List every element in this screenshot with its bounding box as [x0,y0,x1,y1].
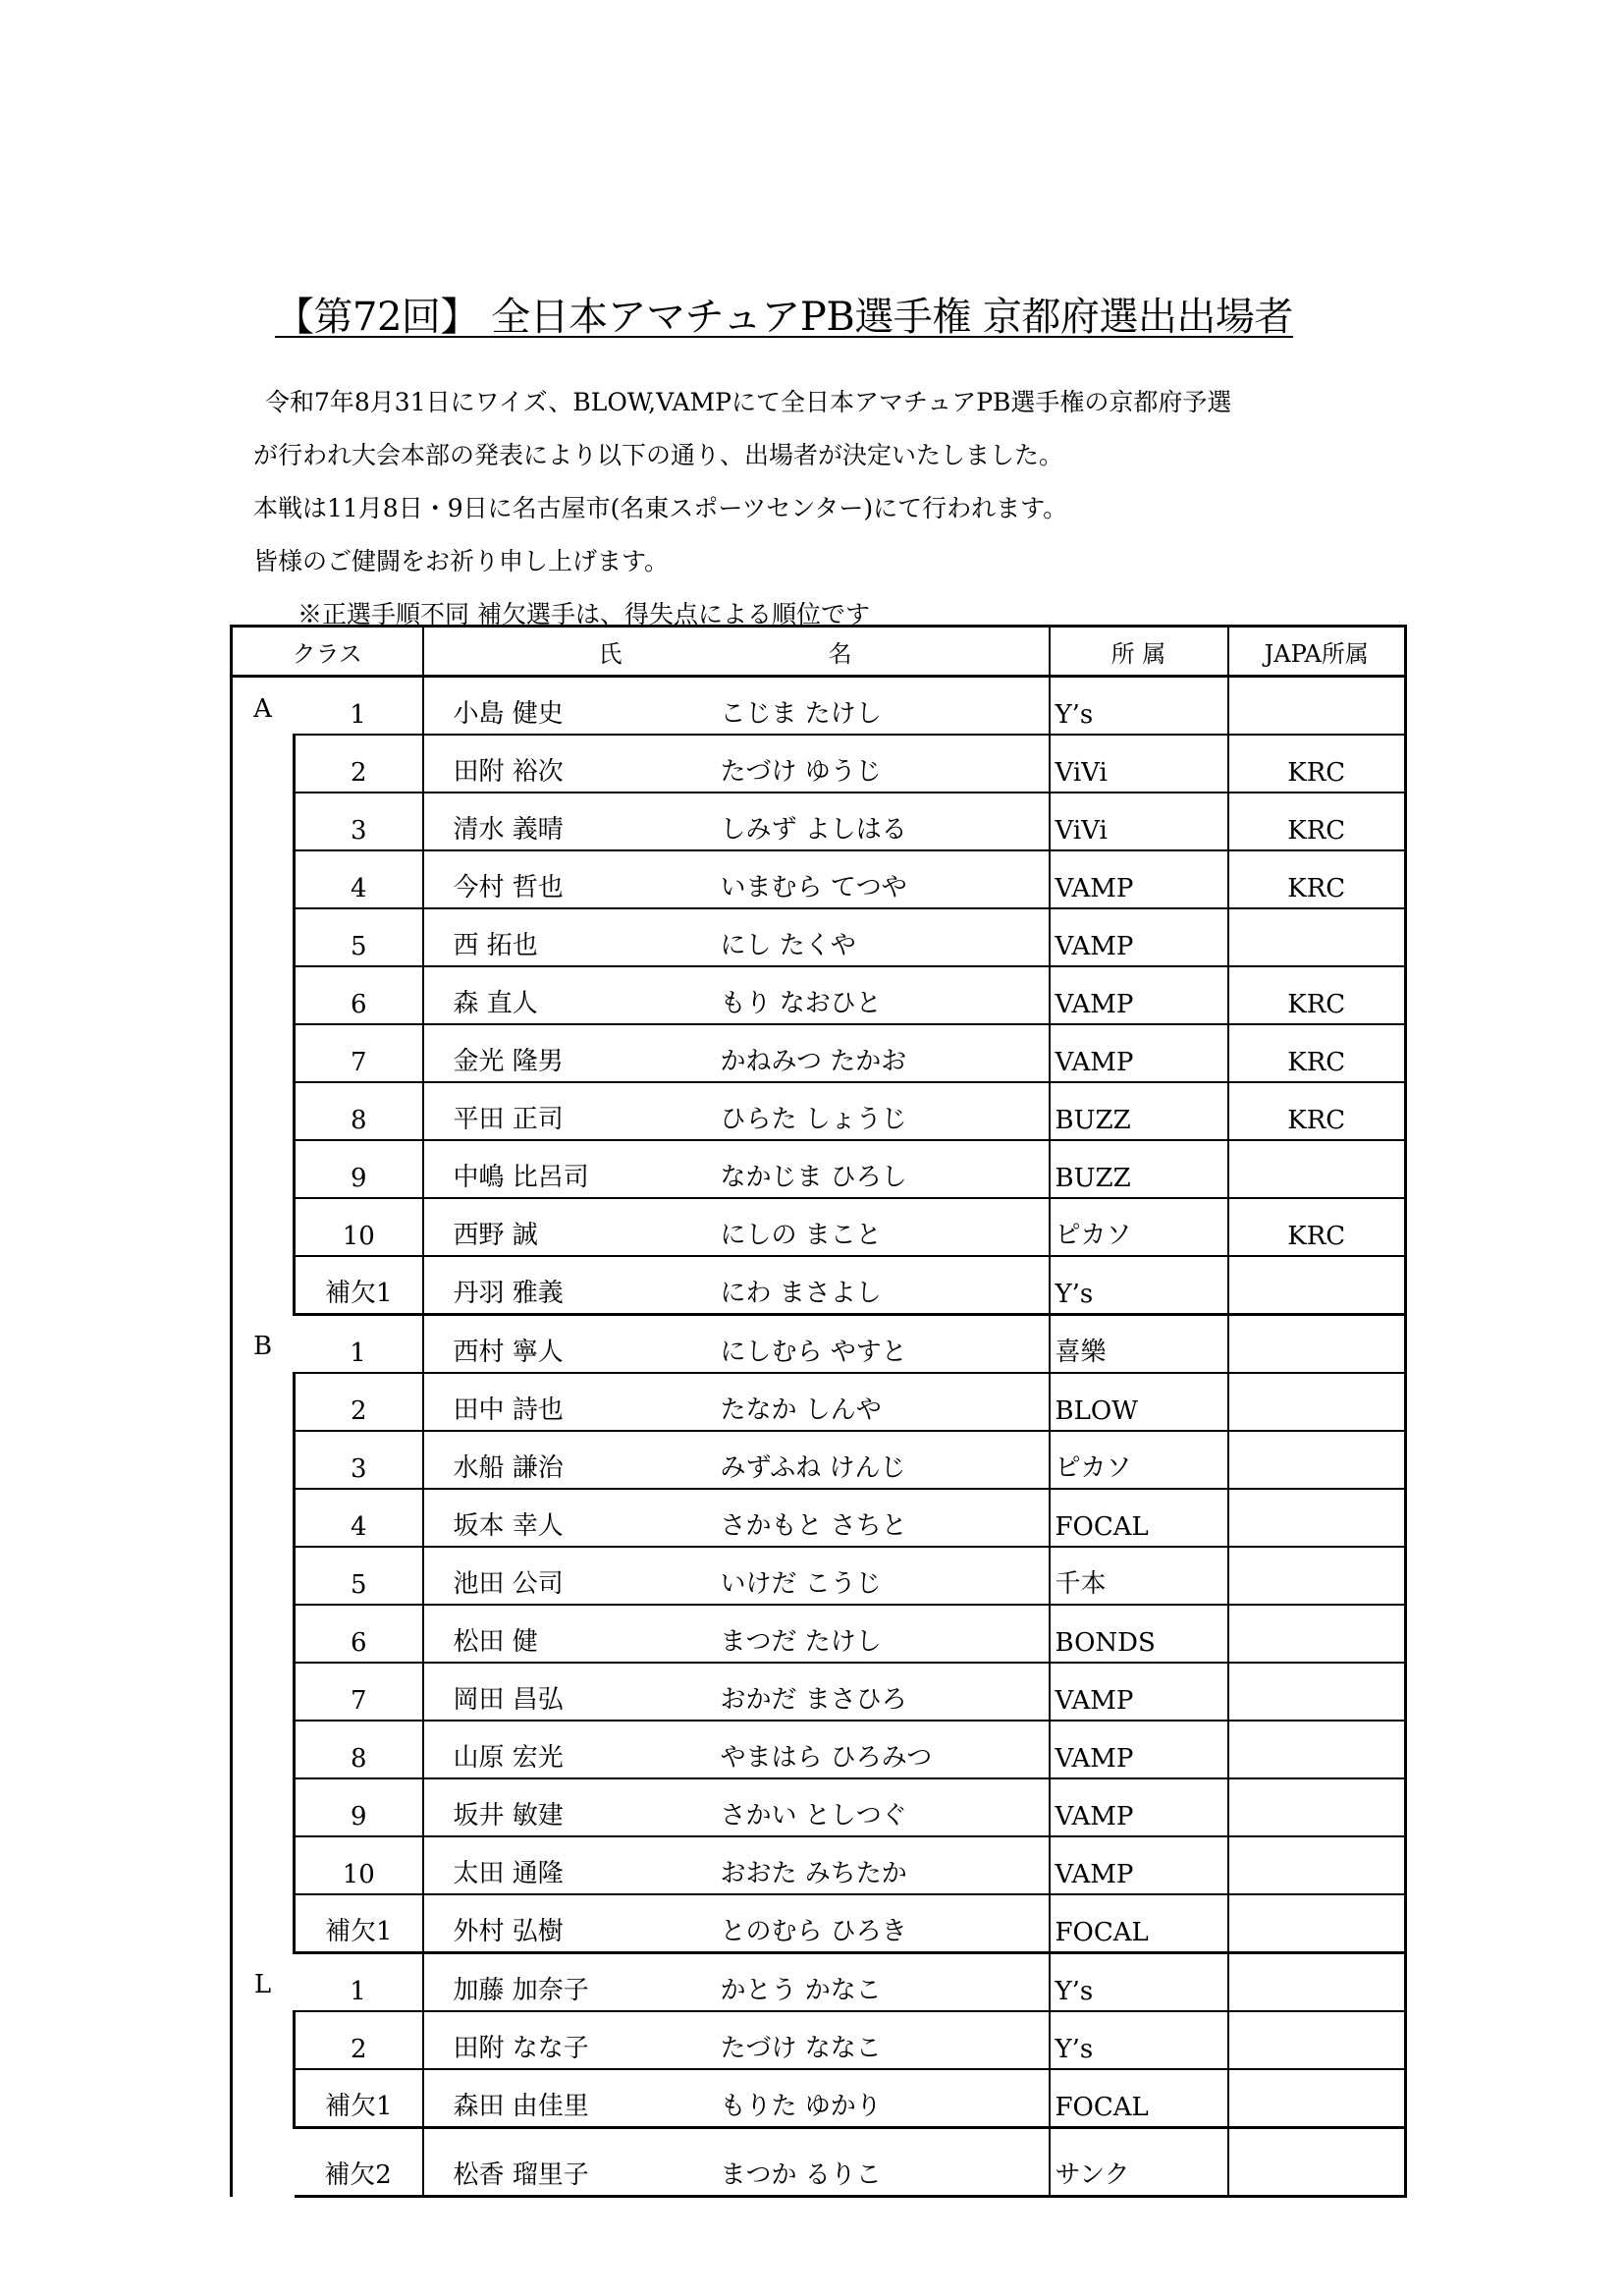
player-japa: KRC [1228,735,1406,793]
player-club: ピカソ [1050,1198,1228,1256]
player-name: 田附 裕次 [423,735,714,793]
player-japa: KRC [1228,1198,1406,1256]
player-japa [1228,1721,1406,1778]
table-row [232,1894,1406,1953]
player-name: 金光 隆男 [423,1024,714,1082]
header-name [423,627,1050,677]
player-club: BONDS [1050,1605,1228,1663]
player-name-kana: まつだ たけし [714,1605,1050,1663]
header-class: クラス [232,627,423,677]
player-name: 今村 哲也 [423,850,714,908]
player-name: 丹羽 雅義 [423,1256,714,1315]
player-name: 岡田 昌弘 [423,1663,714,1721]
player-club: サンク [1050,2128,1228,2197]
player-name-kana: おかだ まさひろ [714,1663,1050,1721]
entry-number: 補欠1 [295,1894,423,1953]
player-name: 西村 寧人 [423,1315,714,1374]
player-japa: KRC [1228,850,1406,908]
entry-number: 補欠2 [295,2128,423,2197]
table-row [232,1082,1406,1140]
player-name-kana: なかじま ひろし [714,1140,1050,1198]
player-name-kana: まつか るりこ [714,2128,1050,2197]
entry-number: 8 [295,1721,423,1778]
player-club: VAMP [1050,908,1228,966]
player-japa [1228,2011,1406,2069]
player-name: 水船 謙治 [423,1431,714,1489]
player-name: 森 直人 [423,966,714,1024]
class-label: B [232,1315,295,1953]
player-club: VAMP [1050,1778,1228,1836]
intro-text [253,385,1392,650]
player-name: 小島 健史 [423,677,714,736]
table-row [232,850,1406,908]
player-name: 池田 公司 [423,1547,714,1605]
entry-number: 4 [295,1489,423,1547]
table-row [232,1431,1406,1489]
player-name-kana: やまはら ひろみつ [714,1721,1050,1778]
player-name: 加藤 加奈子 [423,1953,714,2012]
player-name-kana: みずふね けんじ [714,1431,1050,1489]
player-club: BLOW [1050,1373,1228,1431]
intro-line-2: が行われ大会本部の発表により以下の通り、出場者が決定いたしました。 [253,441,1064,469]
entry-number: 1 [295,1953,423,2012]
player-japa [1228,2069,1406,2128]
table-row [232,1778,1406,1836]
table-header-row [232,627,1406,677]
player-name: 森田 由佳里 [423,2069,714,2128]
player-name: 松香 瑠里子 [423,2128,714,2197]
player-japa [1228,1547,1406,1605]
player-club: FOCAL [1050,1894,1228,1953]
table-row [232,677,1406,736]
player-name-kana: にしむら やすと [714,1315,1050,1374]
player-japa [1228,1489,1406,1547]
player-club: FOCAL [1050,1489,1228,1547]
header-club: 所 属 [1050,627,1228,677]
table-row [232,1489,1406,1547]
entry-number: 5 [295,908,423,966]
player-japa [1228,1373,1406,1431]
intro-line-4: 皆様のご健闘をお祈り申し上げます。 [253,547,670,575]
entry-number: 7 [295,1024,423,1082]
entry-number: 9 [295,1140,423,1198]
entry-number: 2 [295,2011,423,2069]
player-name-kana: おおた みちたか [714,1836,1050,1894]
player-club: Y’s [1050,1953,1228,2012]
table-row [232,966,1406,1024]
player-club: VAMP [1050,1721,1228,1778]
entry-number: 5 [295,1547,423,1605]
player-japa [1228,1663,1406,1721]
class-label: L [232,1953,295,2128]
player-club: Y’s [1050,2011,1228,2069]
player-name-kana: にわ まさよし [714,1256,1050,1315]
player-japa: KRC [1228,793,1406,850]
entry-number: 7 [295,1663,423,1721]
player-name: 坂井 敏建 [423,1778,714,1836]
header-name-right: 名 [828,639,852,668]
class-label [232,2128,295,2197]
player-club: BUZZ [1050,1140,1228,1198]
player-japa: KRC [1228,1024,1406,1082]
player-club: VAMP [1050,966,1228,1024]
player-japa [1228,1315,1406,1374]
player-club: 喜樂 [1050,1315,1228,1374]
player-name: 田中 詩也 [423,1373,714,1431]
table-row [232,1024,1406,1082]
player-club: ピカソ [1050,1431,1228,1489]
player-club: VAMP [1050,850,1228,908]
player-club: 千本 [1050,1547,1228,1605]
intro-line-1: 令和7年8月31日にワイズ、BLOW,VAMPにて全日本アマチュアPB選手権の京都府予選 [265,388,1232,416]
player-name-kana: たなか しんや [714,1373,1050,1431]
player-name: 坂本 幸人 [423,1489,714,1547]
entry-number: 8 [295,1082,423,1140]
player-name-kana: かとう かなこ [714,1953,1050,2012]
table-row [232,1547,1406,1605]
table-row [232,1140,1406,1198]
player-club: Y’s [1050,677,1228,736]
table-row [232,2128,1406,2197]
entry-number: 2 [295,735,423,793]
player-japa [1228,1605,1406,1663]
player-name-kana: いまむら てつや [714,850,1050,908]
player-name: 田附 なな子 [423,2011,714,2069]
table-row [232,1663,1406,1721]
player-name-kana: いけだ こうじ [714,1547,1050,1605]
player-name-kana: しみず よしはる [714,793,1050,850]
player-name-kana: ひらた しょうじ [714,1082,1050,1140]
table-row [232,1373,1406,1431]
player-japa [1228,1256,1406,1315]
player-japa [1228,1778,1406,1836]
player-name-kana: にし たくや [714,908,1050,966]
player-name-kana: かねみつ たかお [714,1024,1050,1082]
player-name: 中嶋 比呂司 [423,1140,714,1198]
player-japa [1228,1894,1406,1953]
class-label: A [232,677,295,1315]
header-name-left: 氏 [598,639,623,668]
entry-number: 補欠1 [295,1256,423,1315]
entry-number: 6 [295,966,423,1024]
entry-number: 10 [295,1198,423,1256]
player-name-kana: たづけ ゆうじ [714,735,1050,793]
player-name: 外村 弘樹 [423,1894,714,1953]
player-name-kana: にしの まこと [714,1198,1050,1256]
player-name-kana: たづけ ななこ [714,2011,1050,2069]
table-row [232,1721,1406,1778]
entry-number: 10 [295,1836,423,1894]
player-club: VAMP [1050,1836,1228,1894]
player-name-kana: さかもと さちと [714,1489,1050,1547]
player-club: Y’s [1050,1256,1228,1315]
player-japa [1228,908,1406,966]
player-name: 清水 義晴 [423,793,714,850]
player-name-kana: もりた ゆかり [714,2069,1050,2128]
table-row [232,735,1406,793]
player-japa: KRC [1228,1082,1406,1140]
player-name: 太田 通隆 [423,1836,714,1894]
player-japa [1228,1836,1406,1894]
table-row [232,908,1406,966]
entry-number: 1 [295,677,423,736]
player-name: 西野 誠 [423,1198,714,1256]
table-row [232,2069,1406,2128]
player-name-kana: もり なおひと [714,966,1050,1024]
table-row [232,793,1406,850]
entry-number: 9 [295,1778,423,1836]
player-club: FOCAL [1050,2069,1228,2128]
entry-number: 3 [295,793,423,850]
header-japa: JAPA所属 [1228,627,1406,677]
table-row [232,1953,1406,2012]
entry-number: 2 [295,1373,423,1431]
player-club: VAMP [1050,1024,1228,1082]
entry-number: 6 [295,1605,423,1663]
intro-note: ※正選手順不同 補欠選手は、得失点による順位です [298,600,870,629]
player-club: VAMP [1050,1663,1228,1721]
entry-number: 4 [295,850,423,908]
player-japa: KRC [1228,966,1406,1024]
player-club: BUZZ [1050,1082,1228,1140]
entry-number: 1 [295,1315,423,1374]
player-japa [1228,1431,1406,1489]
player-japa [1228,677,1406,736]
player-club: ViVi [1050,793,1228,850]
table-row [232,1198,1406,1256]
player-japa [1228,1953,1406,2012]
player-japa [1228,1140,1406,1198]
table-row [232,2011,1406,2069]
roster-body [232,677,1406,2197]
table-row [232,1315,1406,1374]
player-name: 松田 健 [423,1605,714,1663]
page-title: 【第72回】 全日本アマチュアPB選手権 京都府選出出場者 [275,295,1293,340]
player-name: 平田 正司 [423,1082,714,1140]
table-row [232,1256,1406,1315]
table-row [232,1605,1406,1663]
entry-number: 3 [295,1431,423,1489]
player-name: 西 拓也 [423,908,714,966]
intro-line-3: 本戦は11月8日・9日に名古屋市(名東スポーツセンター)にて行われます。 [253,494,1068,522]
entry-number: 補欠1 [295,2069,423,2128]
player-club: ViVi [1050,735,1228,793]
player-name-kana: とのむら ひろき [714,1894,1050,1953]
player-japa [1228,2128,1406,2197]
player-name: 山原 宏光 [423,1721,714,1778]
table-row [232,1836,1406,1894]
roster-table [230,625,1407,2198]
player-name-kana: こじま たけし [714,677,1050,736]
player-name-kana: さかい としつぐ [714,1778,1050,1836]
